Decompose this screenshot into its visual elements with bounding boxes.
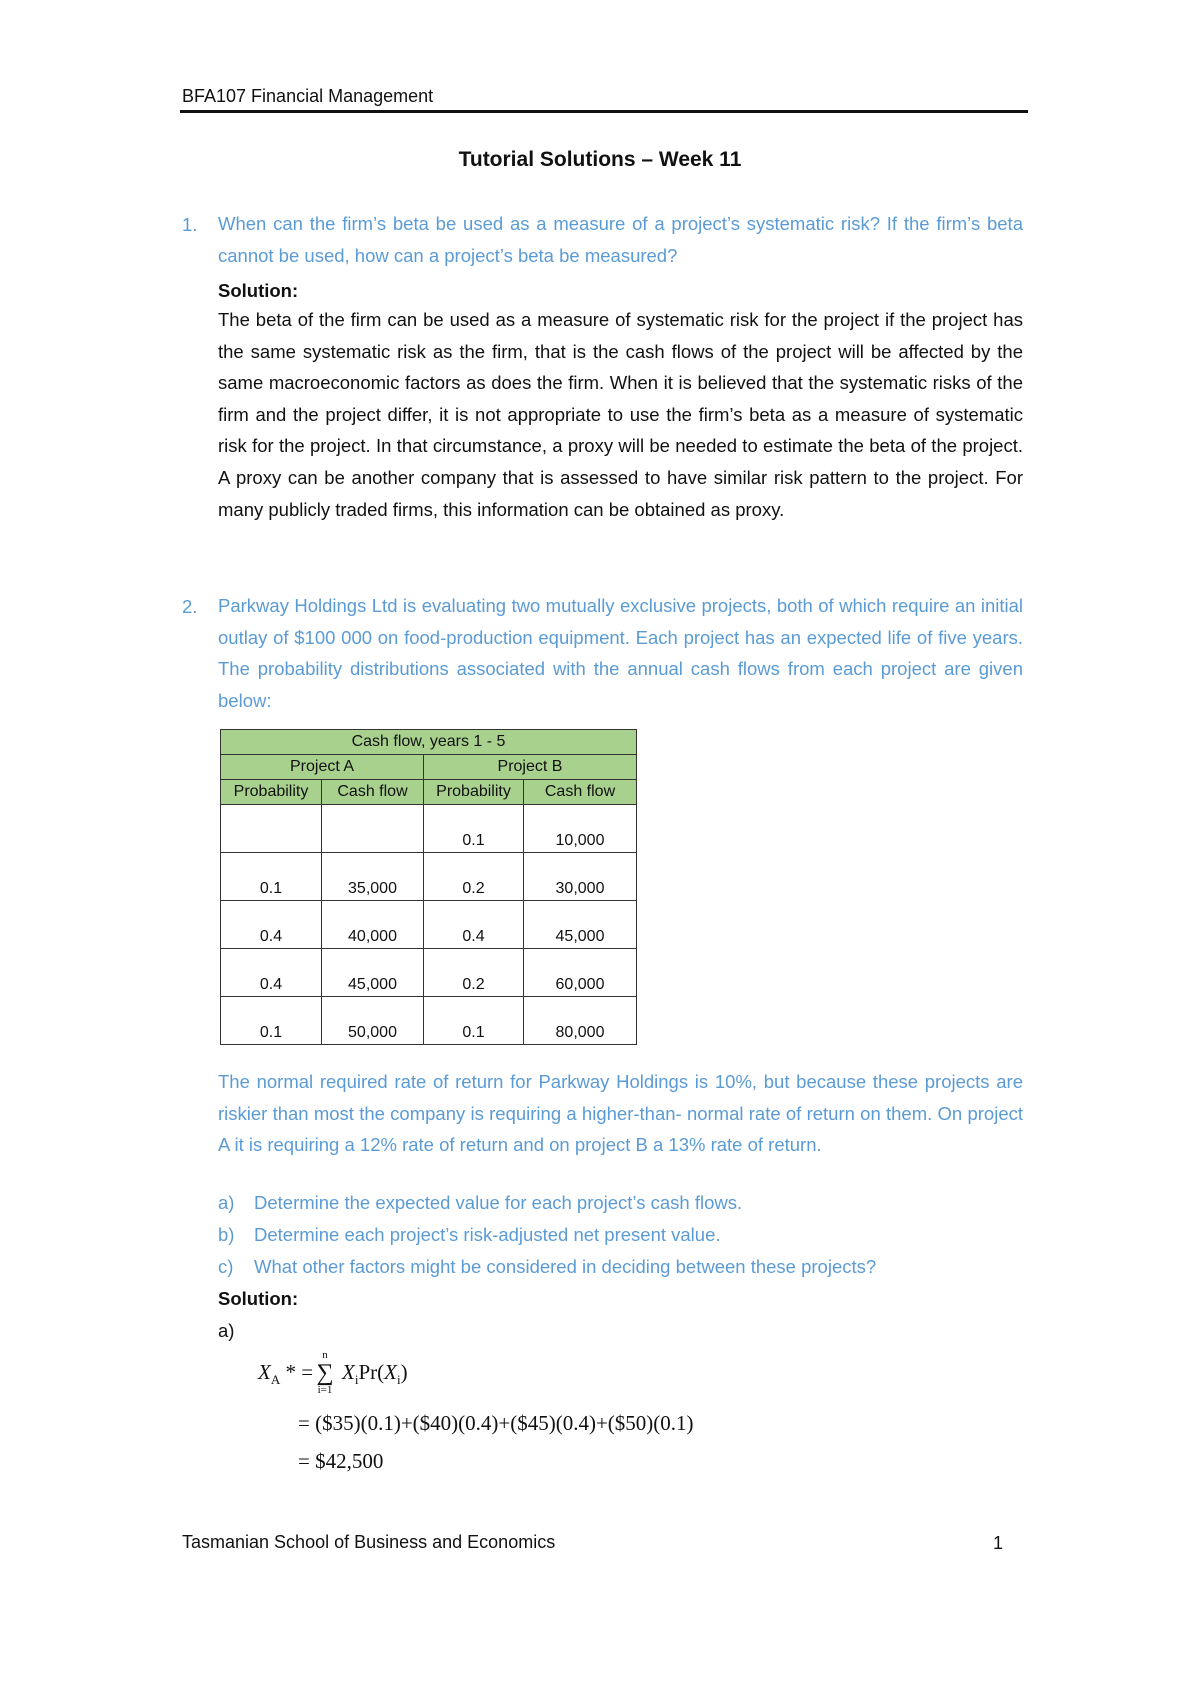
cell-cash-b: 10,000 — [524, 805, 637, 853]
formula-lhs: X — [258, 1360, 271, 1384]
col-probability-b: Probability — [424, 780, 524, 805]
table-project-b: Project B — [424, 755, 637, 780]
sigma-top: n — [322, 1349, 328, 1361]
cell-cash-a: 35,000 — [322, 853, 424, 901]
q2-solution-label: Solution: — [218, 1288, 299, 1309]
sum-term: X — [342, 1360, 355, 1384]
footer-school: Tasmanian School of Business and Economics — [182, 1532, 556, 1552]
col-cash-flow-a: Cash flow — [322, 780, 424, 805]
header-course: BFA107 Financial Management — [182, 86, 434, 106]
formula-lhs-sub: A — [270, 1372, 281, 1387]
cell-cash-a: 45,000 — [322, 949, 424, 997]
cell-cash-b: 80,000 — [524, 997, 637, 1045]
cell-prob-b: 0.2 — [424, 949, 524, 997]
cell-cash-a — [322, 805, 424, 853]
q1-number: 1. — [182, 214, 198, 235]
cell-cash-b: 30,000 — [524, 853, 637, 901]
part-text: Determine each project’s risk-adjusted net present value. — [254, 1224, 721, 1245]
formula-line-3: = $42,500 — [298, 1449, 384, 1473]
q2-part-a-solution-label: a) — [218, 1320, 235, 1341]
table-row — [221, 949, 637, 997]
cell-prob-b: 0.2 — [424, 853, 524, 901]
part-text: What other factors might be considered in deciding between these projects? — [254, 1256, 877, 1277]
table-project-a: Project A — [221, 755, 424, 780]
table-row — [221, 901, 637, 949]
part-text: Determine the expected value for each project’s cash flows. — [254, 1192, 743, 1213]
part-label: a) — [218, 1192, 235, 1213]
q1-solution-text: The beta of the firm can be used as a measure of systematic risk for the project if the project has the same systematic risk as the firm, that is the cash flows of the project will be affected by the same macroeconomic factors as does the firm. When it is believed that the systematic risks of the firm and the project differ, it is not appropriate to use the firm’s beta as a measure of systematic risk for the project. In that circumstance, a proxy will be needed to estimate the beta of the project. A proxy can be another company that is assessed to have similar risk pattern to the project. For many publicly traded firms, this information can be obtained as proxy. — [218, 309, 1023, 520]
cell-cash-a: 40,000 — [322, 901, 424, 949]
sum-sub: i — [354, 1372, 359, 1387]
q1-solution-label: Solution: — [218, 280, 299, 301]
table-row — [221, 805, 637, 853]
summation-term: $X_iPr(X_i)$ — [342, 1360, 408, 1387]
cell-prob-b: 0.1 — [424, 997, 524, 1045]
cell-prob-a: 0.1 — [221, 997, 322, 1045]
pr-arg: X — [384, 1360, 397, 1384]
page-title: Tutorial Solutions – Week 11 — [458, 148, 742, 171]
cell-prob-b: 0.1 — [424, 805, 524, 853]
cell-prob-a: 0.4 — [221, 949, 322, 997]
table-title: Cash flow, years 1 - 5 — [221, 730, 637, 755]
q2-part-b — [218, 1224, 721, 1246]
cell-prob-a — [221, 805, 322, 853]
page-number: 1 — [993, 1533, 1004, 1553]
part-label: b) — [218, 1224, 235, 1245]
summation-symbol: n ∑ i=1 — [312, 1350, 338, 1396]
formula-line-2: = ($35)(0.1)+($40)(0.4)+($45)(0.4)+($50)(0.1) — [298, 1411, 694, 1435]
part-label: c) — [218, 1256, 234, 1277]
cell-prob-a: 0.4 — [221, 901, 322, 949]
cell-prob-b: 0.4 — [424, 901, 524, 949]
formula-lhs-star: * = — [285, 1360, 314, 1384]
table-row — [221, 997, 637, 1045]
cell-cash-b: 60,000 — [524, 949, 637, 997]
header-divider — [180, 110, 1028, 113]
cell-prob-a: 0.1 — [221, 853, 322, 901]
table-row — [221, 853, 637, 901]
q2-part-c — [218, 1256, 876, 1278]
col-cash-flow-b: Cash flow — [524, 780, 637, 805]
q2-question: Parkway Holdings Ltd is evaluating two mutually exclusive projects, both of which require an initial outlay of $100 000 on food-production equipment. Each project has an expected life of five years. The probability distributions associated with the annual cash flows from each project are given below: — [218, 595, 1023, 711]
cell-cash-b: 45,000 — [524, 901, 637, 949]
q2-part-a — [218, 1192, 742, 1214]
q2-context: The normal required rate of return for Parkway Holdings is 10%, but because these projects are riskier than most the company is requiring a higher-than- normal rate of return on them. On project A it is requiring a 12% rate of return and on project B a 13% rate of return. — [218, 1071, 1023, 1156]
q2-number: 2. — [182, 596, 198, 617]
cash-flow-table — [220, 729, 637, 1045]
expected-value-formula — [258, 1360, 313, 1388]
cell-cash-a: 50,000 — [322, 997, 424, 1045]
col-probability-a: Probability — [221, 780, 322, 805]
pr-arg-sub: i — [396, 1372, 401, 1387]
pr-symbol: Pr — [358, 1360, 378, 1384]
q1-question: When can the firm’s beta be used as a measure of a project’s systematic risk? If the firm’s beta cannot be used, how can a project’s beta be measured? — [218, 213, 1023, 266]
sigma-bottom: i=1 — [317, 1384, 333, 1396]
